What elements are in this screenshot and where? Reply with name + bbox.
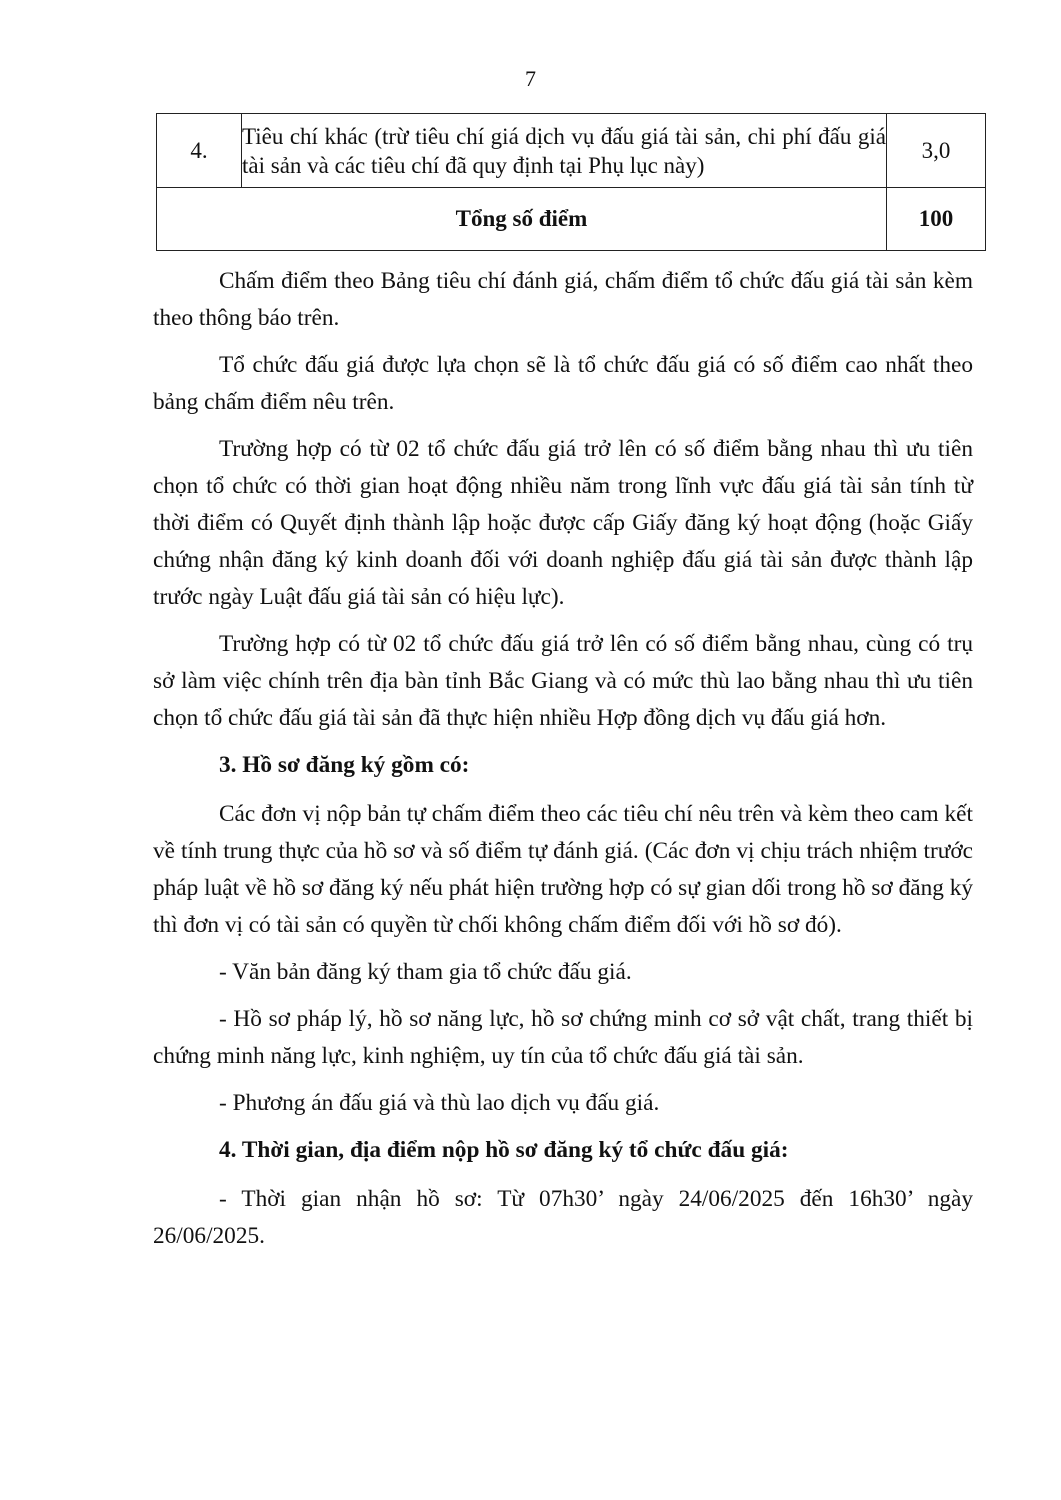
table-row bbox=[157, 114, 986, 188]
criterion-number: 4. bbox=[157, 114, 242, 188]
section-3-item: - Văn bản đăng ký tham gia tổ chức đấu giá. bbox=[219, 959, 632, 985]
page-number: 7 bbox=[525, 66, 536, 91]
criteria-table bbox=[156, 113, 986, 251]
section-3-item: - Hồ sơ pháp lý, hồ sơ năng lực, hồ sơ chứng minh cơ sở vật chất, trang thiết bị chứng minh năng lực, kinh nghiệm, uy tín của tổ chức đấu giá tài sản. bbox=[153, 1006, 973, 1069]
paragraph: Tổ chức đấu giá được lựa chọn sẽ là tổ chức đấu giá có số điểm cao nhất theo bảng chấm điểm nêu trên. bbox=[153, 352, 973, 415]
section-3-intro: Các đơn vị nộp bản tự chấm điểm theo các tiêu chí nêu trên và kèm theo cam kết về tính trung thực của hồ sơ và số điểm tự đánh giá. (Các đơn vị chịu trách nhiệm trước pháp luật về hồ sơ đăng ký nếu phát hiện trường hợp có sự gian dối trong hồ sơ đăng ký thì đơn vị có tài sản có quyền từ chối không chấm điểm đối với hồ sơ đó). bbox=[153, 801, 973, 938]
section-4-item: - Thời gian nhận hồ sơ: Từ 07h30’ ngày 24/06/2025 đến 16h30’ ngày 26/06/2025. bbox=[153, 1186, 973, 1249]
total-score: 100 bbox=[887, 188, 986, 251]
document-body bbox=[153, 263, 973, 1265]
paragraph: Trường hợp có từ 02 tổ chức đấu giá trở lên có số điểm bằng nhau thì ưu tiên chọn tổ chức có thời gian hoạt động nhiều năm trong lĩnh vực đấu giá tài sản tính từ thời điểm có Quyết định thành lập hoặc được cấp Giấy đăng ký hoạt động (hoặc Giấy chứng nhận đăng ký kinh doanh đối với doanh nghiệp đấu giá tài sản được thành lập trước ngày Luật đấu giá tài sản có hiệu lực). bbox=[153, 436, 973, 610]
criterion-score: 3,0 bbox=[887, 114, 986, 188]
table-total-row bbox=[157, 188, 986, 251]
section-3-heading: 3. Hồ sơ đăng ký gồm có: bbox=[219, 752, 470, 778]
criterion-description: Tiêu chí khác (trừ tiêu chí giá dịch vụ đấu giá tài sản, chi phí đấu giá tài sản và các tiêu chí đã quy định tại Phụ lục này) bbox=[242, 114, 887, 188]
paragraph: Chấm điểm theo Bảng tiêu chí đánh giá, chấm điểm tổ chức đấu giá tài sản kèm theo thông báo trên. bbox=[153, 268, 973, 331]
total-label: Tổng số điểm bbox=[157, 188, 887, 251]
section-3-item: - Phương án đấu giá và thù lao dịch vụ đấu giá. bbox=[219, 1090, 660, 1116]
paragraph: Trường hợp có từ 02 tổ chức đấu giá trở lên có số điểm bằng nhau, cùng có trụ sở làm việc chính trên địa bàn tỉnh Bắc Giang và có mức thù lao bằng nhau thì ưu tiên chọn tổ chức đấu giá tài sản đã thực hiện nhiều Hợp đồng dịch vụ đấu giá hơn. bbox=[153, 631, 973, 731]
section-4-heading: 4. Thời gian, địa điểm nộp hồ sơ đăng ký tổ chức đấu giá: bbox=[219, 1137, 789, 1163]
